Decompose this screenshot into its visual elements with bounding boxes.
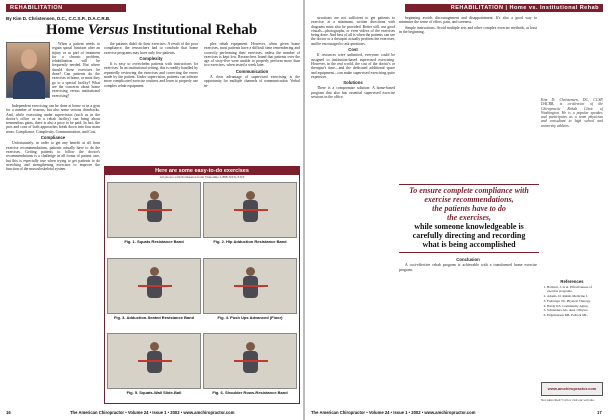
references-heading: References: [560, 279, 584, 284]
reference-item: 1. Bobbert, J. et al. Effectiveness of exercise programs.: [547, 286, 603, 294]
reference-item: 2. Adams, D. Rehab-Medicine J.: [547, 295, 603, 299]
exercise-photo: [107, 333, 201, 389]
exercise-photo: [107, 258, 201, 314]
photo-permission: All photos with Permission from Videotime 1-888-XXX-XXX: [159, 175, 245, 179]
exercise-caption: Fig. 1. Squats Resistance Band: [124, 239, 184, 244]
left-col1: Independent exercising can be done at home or in a gym for a number of reasons, but also some serious drawbacks. And, while exercising under supervision (such as in the doctor's office or in a rehab facility) can bring about tremendous gains, there is also a price to be paid. In fact, the pros and cons of both approaches break down into four main areas: Compliance, Complexity, Communication, and Cost. Compliance Unfortunately, in order to get any benefit at all from exercise recommendations, patients actually have to do the exercises. Getting patients to follow the doctor's recommendations is a challenge in all forms of patient care, but this is especially true when trying to get patients to do stretching and strengthening exercises to improve the function of the musculoskeletal system.: [6, 104, 100, 172]
page-footer: The American Chiropractor • Volume 24 • Issue 1 • 2002 • www.amchiropractor.com: [70, 410, 235, 415]
reference-item: 5. Schneiders AG. Aust J Physio.: [547, 309, 603, 313]
author-bio: Kim D. Christensen, DC, CCSP, DACRB, is co-director of the Chiropractic Rehab Clinic of Washington. He is a popular speaker, and participates as a team physician and consultant to high school and university athletes.: [541, 98, 603, 128]
author-photo: [6, 42, 50, 98]
article-title: Home Versus Institutional Rehab: [45, 22, 258, 38]
reference-item: 6. Engebretsen KB. Pollock ML.: [547, 314, 603, 318]
byline: By Kim D. Christensen, D.C., C.C.S.P., D.A.C.R.B.: [6, 16, 111, 21]
communication-heading: Communication: [235, 68, 269, 74]
exercise-photo: [203, 333, 297, 389]
exercise-caption: Fig. 5. Squats-Wall Slide-Ball: [126, 390, 182, 395]
right-col1: structions are not sufficient to get patients to exercise; at a minimum, written directions with diagrams must also be provided. Better still, use good visuals—photographs, or even videos of the exercises being done. And best of all is when the patients can see the doctor or a therapist actually perform the exercises, and be encouraged to ask questions. Cost If resources were unlimited, everyone could be assigned to institution-based supervised exercising. However, in the real world, the cost of the doctor's or therapist's time—and the dedicated additional space and equipment—can make supervised exercising quite expensive. Solutions There is a compromise solution: A home-based program that also has essential supervised exercise sessions in the office.: [311, 16, 395, 100]
right-page: [305, 0, 608, 420]
right-col2-bottom: Conclusion A cost-effective rehab program is achievable with a transformed home exercise program.: [399, 257, 537, 272]
cost-heading: Cost: [348, 47, 358, 53]
website-ad[interactable]: www.amchiropractor.com: [541, 382, 603, 396]
page-footer: The American Chiropractor • Volume 24 • Issue 1 • 2002 • www.amchiropractor.com: [311, 410, 476, 415]
reference-item: 4. Hardy KS. Community Aging.: [547, 305, 603, 309]
exercise-caption: Fig. 2. Hip Adduction Resistance Band: [213, 239, 287, 244]
left-col3: plex rehab equipment. However, when given home exercises, most patients have a difficult time remembering and correctly performing their exercises, unless the number of exercises is kept low. Researchers found that patients over the age of sixty-five were unable to properly perform more than two exercises, when tested a week later. Communication A clear advantage of supervised exercising is the opportunity for multiple channels of communication. Verbal in-: [204, 42, 300, 88]
solutions-heading: Solutions: [343, 80, 363, 86]
pullquote-rule-bottom: [399, 252, 539, 253]
right-col2: beginning avoids discouragement and disappointment. It's also a good way to minimize the sense of effort, pain, and soreness. Simple instructions. Avoid multiple sets and other complex exercise methods, at least in the beginning.: [399, 16, 537, 34]
exercise-photo: [203, 258, 297, 314]
subscribe-line: Not subscribed? Call or visit our web site.: [541, 398, 595, 402]
pullquote-rule-top: [399, 184, 539, 185]
section-header: REHABILITATION: [6, 4, 126, 12]
exercise-photo: [107, 182, 201, 238]
exercise-caption: Fig. 6. Shoulder Rows-Resistance Band: [212, 390, 288, 395]
complexity-heading: Complexity: [139, 55, 163, 61]
page-number: 16: [6, 410, 11, 415]
exercise-caption: Fig. 4. Push Ups Advanced (Floor): [217, 315, 283, 320]
conclusion-heading: Conclusion: [456, 257, 480, 262]
pullquote: To ensure complete compliance with exercise recommendations, the patients have to do the exercises, while someone knowledgeable is carefully directing and recording what is being accomplished: [409, 186, 529, 249]
reference-item: 3. Freburger JK. Physical Therapy.: [547, 300, 603, 304]
left-page: [0, 0, 303, 420]
compliance-heading: Compliance: [40, 135, 66, 141]
references: [541, 280, 603, 319]
exercise-box-heading: Here are some easy-to-do exercises: [105, 167, 299, 175]
exercise-box: [104, 166, 300, 404]
left-col2: the patients didn't do their exercises. A result of the poor compliance, the researchers had to conclude that home exercise programs may have only few patients. Complexity It is easy to overwhelm patients with instructions for exercises. In an institutional setting, this is readily handled by repeatedly reviewing the exercises and correcting the errors made by the patient. Under supervision, patients can tolerate more complicated exercise routines and learn to properly use complex rehab equipment.: [104, 42, 198, 88]
exercise-caption: Fig. 3. Adduction-Seated Resistance Band: [113, 315, 195, 320]
section-header: REHABILITATION | Home vs. Institutional Rehab: [405, 4, 603, 12]
left-col1-top: When a patient needs to regain spinal function after an injury or as part of treatment for a chronic problem, rehabilitation will be frequently needed. But where should these exercises be done? Can patients do the exercises at home, or must they go to a special facility? What are the concerns about home exercising versus institutional exercising?: [52, 42, 100, 98]
page-number: 17: [597, 410, 602, 415]
exercise-photo: [203, 182, 297, 238]
